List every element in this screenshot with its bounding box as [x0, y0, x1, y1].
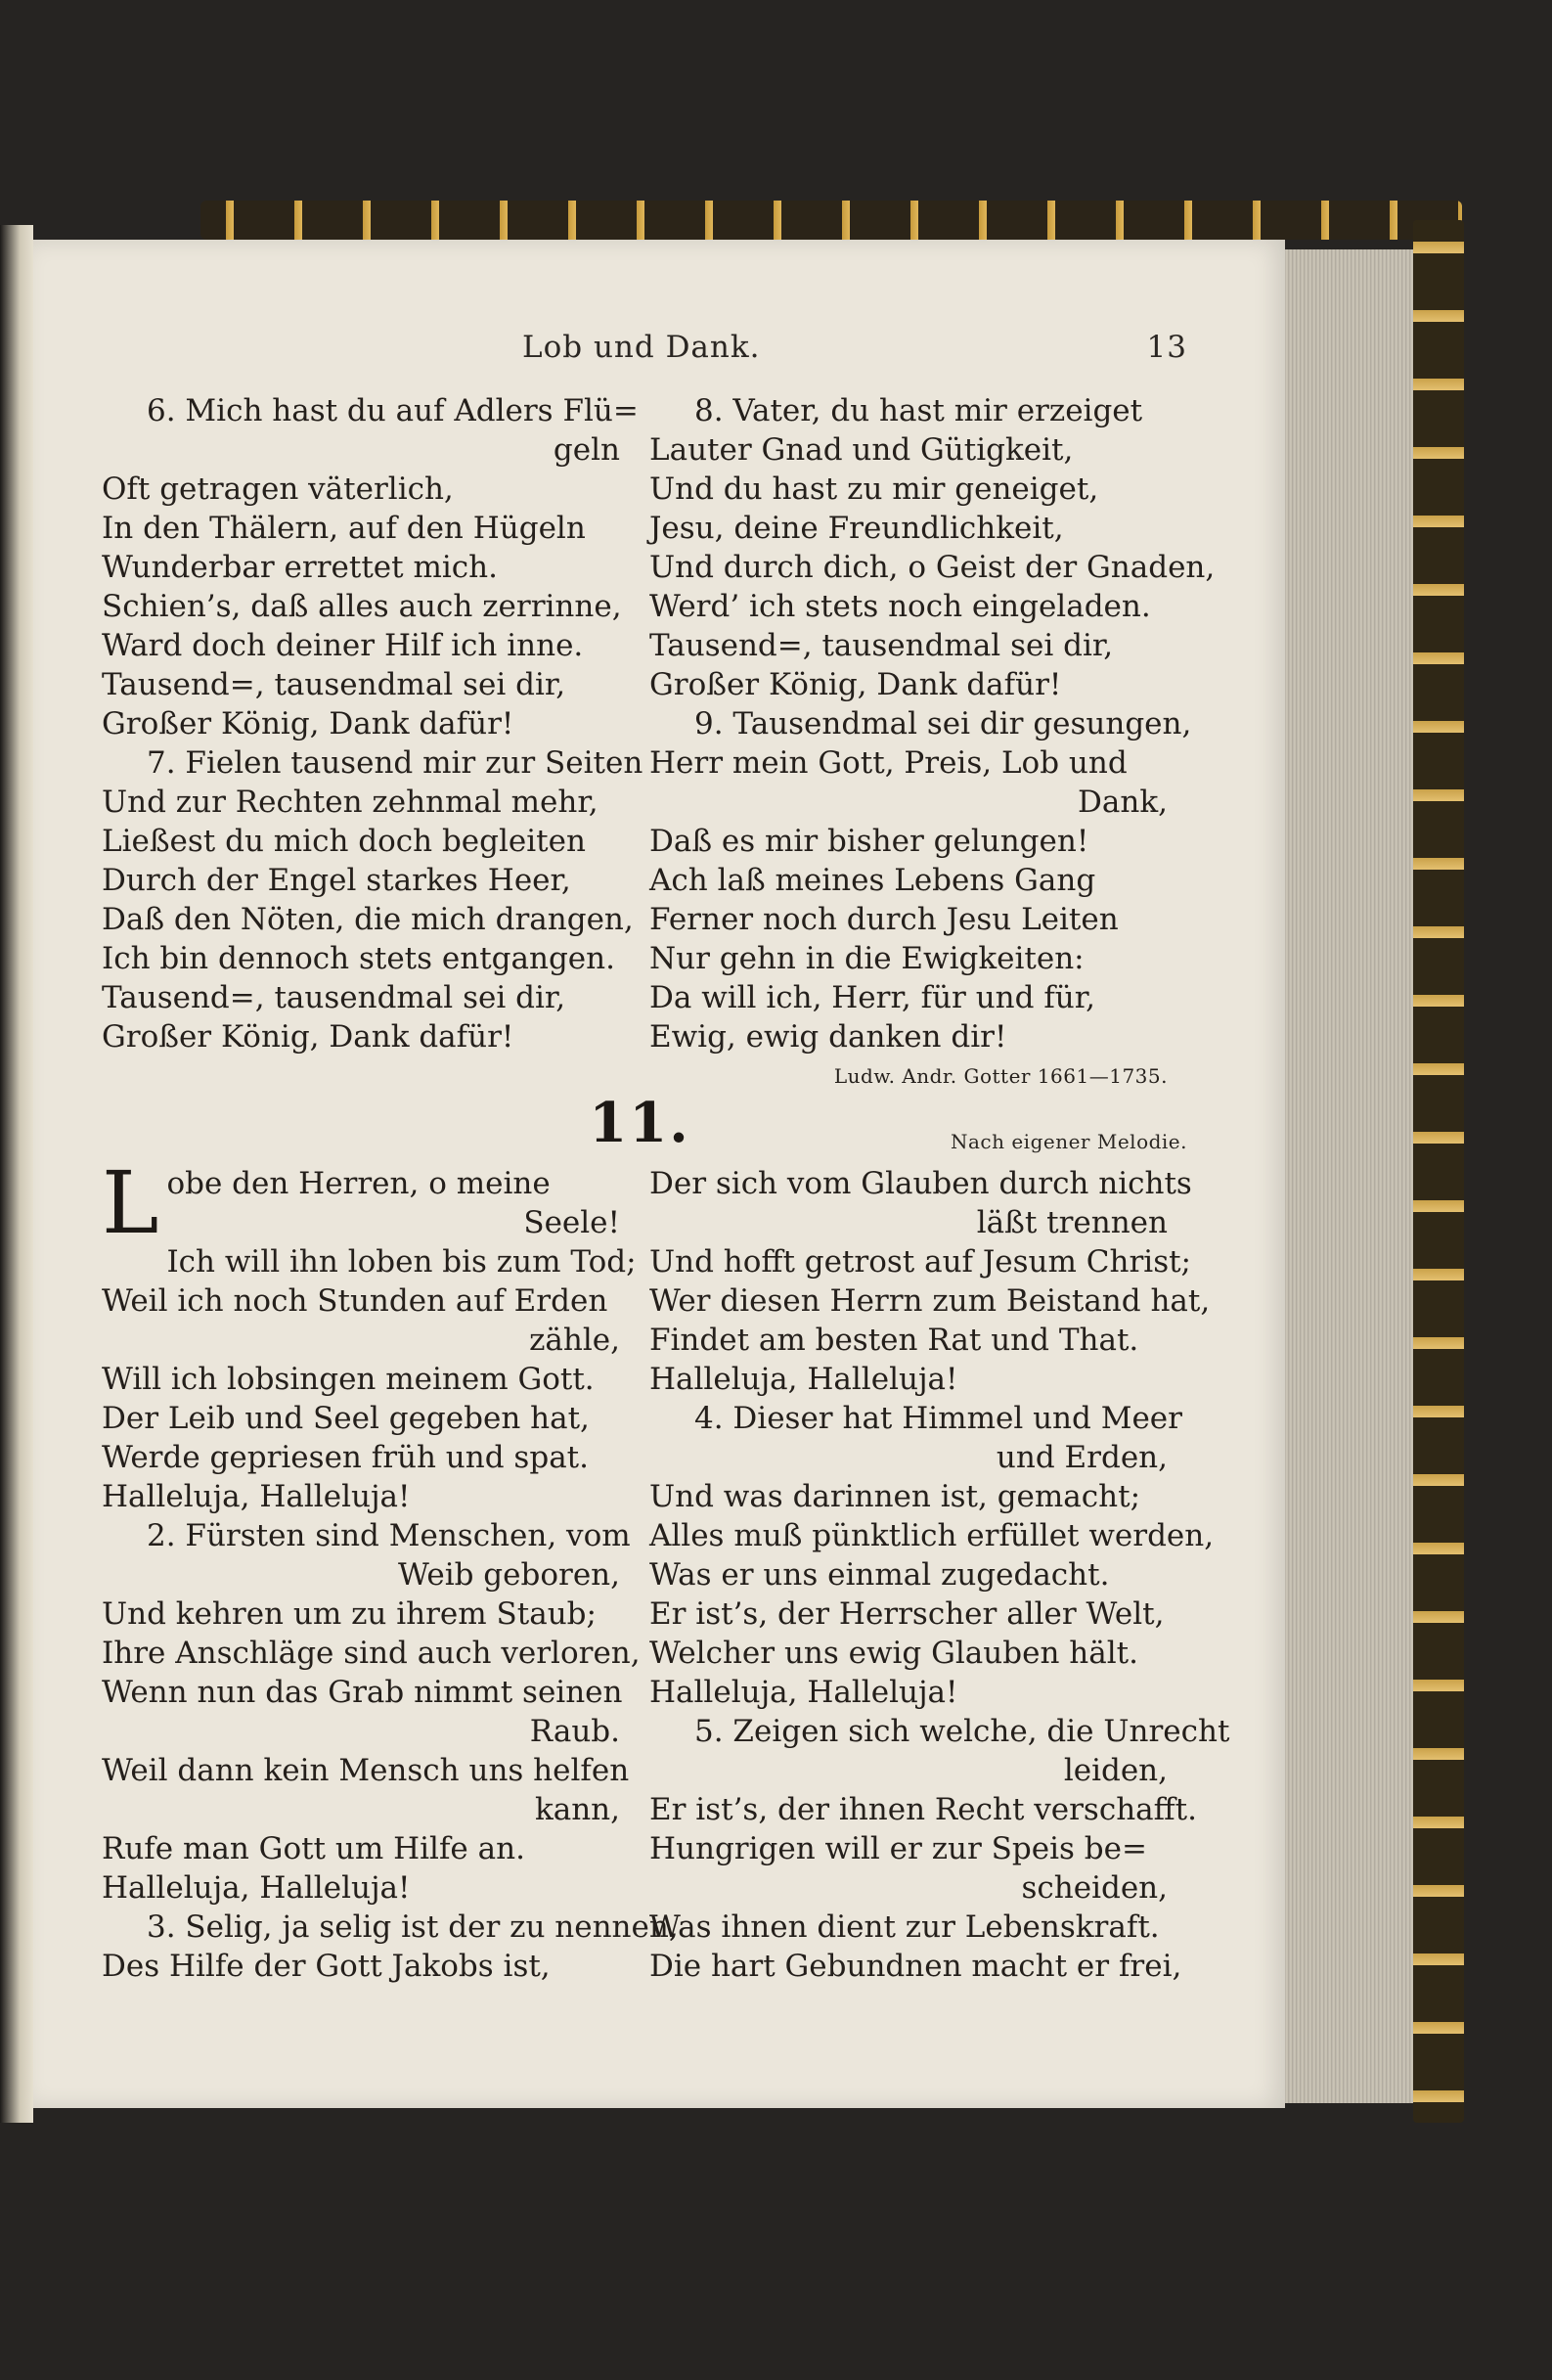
verse-line: 4. Dieser hat Himmel und Meer: [694, 1401, 1182, 1436]
running-title: Lob und Dank.: [522, 330, 761, 365]
left-column-top: [102, 391, 643, 1056]
melody-note: Nach eigener Melodie.: [950, 1130, 1187, 1153]
verse-line: Wenn nun das Grab nimmt seinen: [102, 1675, 623, 1710]
verse-line: Was er uns einmal zugedacht.: [649, 1557, 1110, 1593]
verse-line: läßt trennen: [976, 1205, 1168, 1240]
verse-line: Nur gehn in die Ewigkeiten:: [649, 941, 1085, 976]
verse-line: Der Leib und Seel gegeben hat,: [102, 1401, 590, 1436]
hymn-number: 11.: [589, 1091, 690, 1155]
verse-line: Weil ich noch Stunden auf Erden: [102, 1283, 608, 1319]
verse-line: Jesu, deine Freundlichkeit,: [649, 511, 1064, 546]
verse-line: 9. Tausendmal sei dir gesungen,: [694, 706, 1192, 741]
verse-line: Weil dann kein Mensch uns helfen: [102, 1753, 630, 1788]
verse-line: obe den Herren, o meine: [166, 1166, 551, 1201]
verse-line: kann,: [534, 1792, 620, 1827]
verse-line: Seele!: [523, 1205, 620, 1240]
verse-line: Werd’ ich stets noch eingeladen.: [649, 589, 1151, 624]
verse-line: Welcher uns ewig Glauben hält.: [649, 1636, 1138, 1671]
verse-line: Durch der Engel starkes Heer,: [102, 863, 571, 898]
verse-line: Und hofft getrost auf Jesum Christ;: [649, 1244, 1192, 1280]
verse-line: Tausend=, tausendmal sei dir,: [102, 667, 566, 702]
verse-line: Was ihnen dient zur Lebenskraft.: [649, 1909, 1160, 1945]
verse-line: Ließest du mich doch begleiten: [102, 824, 586, 859]
verse-line: Halleluja, Halleluja!: [649, 1675, 958, 1710]
verse-line: 8. Vater, du hast mir erzeiget: [694, 393, 1143, 428]
verse-line: Ach laß meines Lebens Gang: [649, 863, 1096, 898]
verse-line: Ludw. Andr. Gotter 1661—1735.: [833, 1064, 1168, 1088]
verse-line: Der sich vom Glauben durch nichts: [649, 1166, 1192, 1201]
book-page: [33, 240, 1285, 2108]
verse-line: Halleluja, Halleluja!: [102, 1870, 411, 1906]
verse-line: In den Thälern, auf den Hügeln: [102, 511, 586, 546]
verse-line: leiden,: [1063, 1753, 1168, 1788]
verse-line: Tausend=, tausendmal sei dir,: [649, 628, 1114, 663]
right-column-top: [649, 391, 1216, 1096]
verse-line: Hungrigen will er zur Speis be=: [649, 1831, 1147, 1866]
drop-cap: L: [102, 1152, 159, 1253]
page-number: 13: [1146, 330, 1187, 365]
verse-line: Des Hilfe der Gott Jakobs ist,: [102, 1949, 551, 1984]
verse-line: Werde gepriesen früh und spat.: [102, 1440, 589, 1475]
verse-line: Die hart Gebundnen macht er frei,: [649, 1949, 1182, 1984]
ornamental-spine-border: [1413, 220, 1464, 2123]
verse-line: Wunderbar errettet mich.: [102, 550, 498, 585]
verse-line: Weib geboren,: [398, 1557, 620, 1593]
verse-line: Tausend=, tausendmal sei dir,: [102, 980, 566, 1015]
verse-line: Und durch dich, o Geist der Gnaden,: [649, 550, 1216, 585]
verse-line: 3. Selig, ja selig ist der zu nennen,: [147, 1909, 679, 1945]
verse-line: Herr mein Gott, Preis, Lob und: [649, 745, 1128, 781]
verse-line: scheiden,: [1021, 1870, 1168, 1906]
verse-line: Großer König, Dank dafür!: [649, 667, 1062, 702]
ornamental-top-border: [200, 201, 1462, 240]
verse-line: Und du hast zu mir geneiget,: [649, 472, 1099, 507]
verse-line: Er ist’s, der Herrscher aller Welt,: [649, 1596, 1165, 1632]
verse-line: Halleluja, Halleluja!: [102, 1479, 411, 1514]
verse-line: Raub.: [529, 1714, 620, 1749]
verse-line: Und was darinnen ist, gemacht;: [649, 1479, 1141, 1514]
left-page-edge: [0, 225, 33, 2123]
verse-line: Will ich lobsingen meinem Gott.: [102, 1362, 595, 1397]
verse-line: Ewig, ewig danken dir!: [649, 1019, 1007, 1055]
verse-line: Er ist’s, der ihnen Recht verschafft.: [649, 1792, 1197, 1827]
verse-line: Schien’s, daß alles auch zerrinne,: [102, 589, 622, 624]
verse-line: Rufe man Gott um Hilfe an.: [102, 1831, 525, 1866]
verse-line: Großer König, Dank dafür!: [102, 706, 514, 741]
verse-line: Findet am besten Rat und That.: [649, 1323, 1139, 1358]
verse-line: 2. Fürsten sind Menschen, vom: [147, 1518, 631, 1553]
verse-line: Und zur Rechten zehnmal mehr,: [102, 785, 599, 820]
verse-line: Alles muß pünktlich erfüllet werden,: [649, 1518, 1215, 1553]
right-column-bottom: [649, 1164, 1230, 1986]
verse-line: Dank,: [1078, 785, 1168, 820]
page-block-edge: [1281, 249, 1418, 2103]
verse-line: und Erden,: [996, 1440, 1168, 1475]
verse-line: Ward doch deiner Hilf ich inne.: [102, 628, 584, 663]
verse-line: Daß es mir bisher gelungen!: [649, 824, 1089, 859]
verse-line: Großer König, Dank dafür!: [102, 1019, 514, 1055]
verse-line: Und kehren um zu ihrem Staub;: [102, 1596, 597, 1632]
verse-line: Halleluja, Halleluja!: [649, 1362, 958, 1397]
verse-line: Wer diesen Herrn zum Beistand hat,: [649, 1283, 1211, 1319]
verse-line: Da will ich, Herr, für und für,: [649, 980, 1096, 1015]
verse-line: geln: [553, 432, 620, 468]
verse-line: zähle,: [529, 1323, 620, 1358]
verse-line: Daß den Nöten, die mich drangen,: [102, 902, 634, 937]
verse-line: 7. Fielen tausend mir zur Seiten: [147, 745, 643, 781]
verse-line: Ferner noch durch Jesu Leiten: [649, 902, 1119, 937]
running-header: [33, 330, 1187, 375]
left-column-bottom: [102, 1152, 679, 1986]
verse-line: Ich bin dennoch stets entgangen.: [102, 941, 615, 976]
verse-line: 6. Mich hast du auf Adlers Flü=: [147, 393, 639, 428]
verse-line: Oft getragen väterlich,: [102, 472, 454, 507]
verse-line: Ihre Anschläge sind auch verloren,: [102, 1636, 641, 1671]
verse-line: Lauter Gnad und Gütigkeit,: [649, 432, 1074, 468]
verse-line: 5. Zeigen sich welche, die Unrecht: [694, 1714, 1230, 1749]
verse-line: Ich will ihn loben bis zum Tod;: [166, 1244, 637, 1280]
